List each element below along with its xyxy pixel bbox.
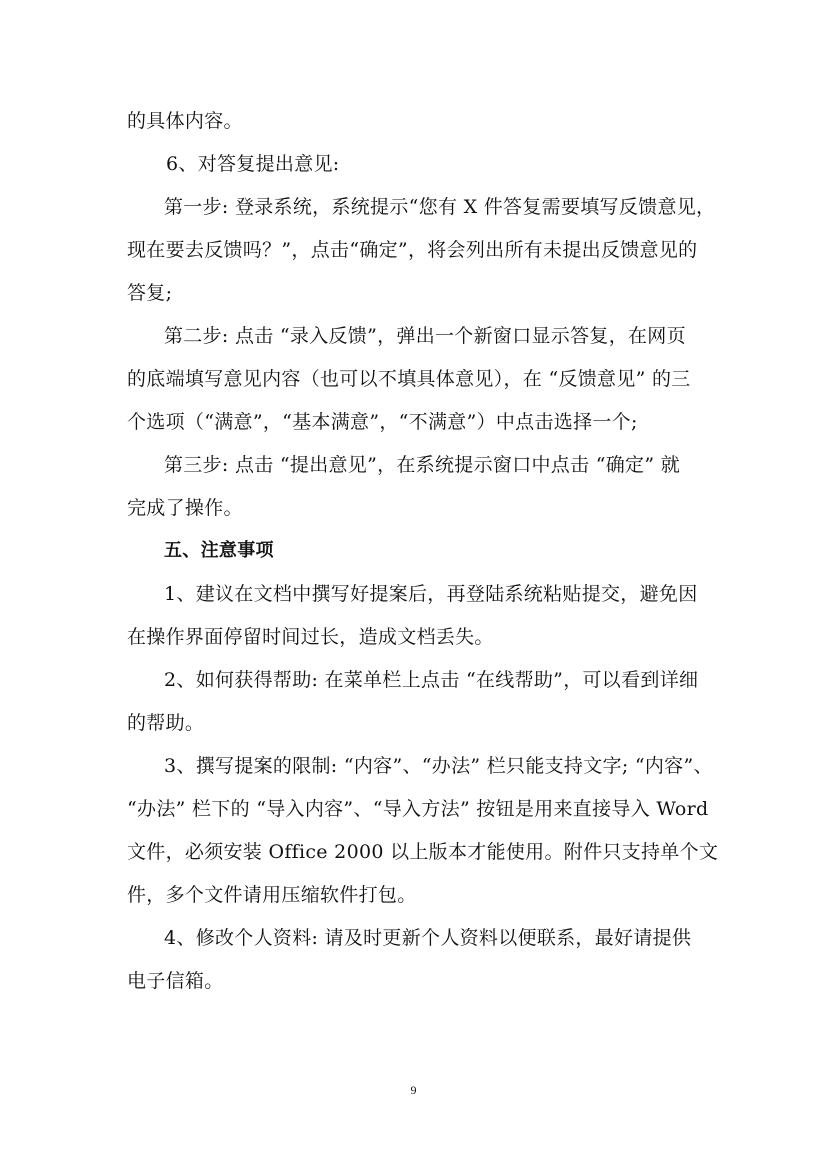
text-line: 完成了操作。: [127, 497, 243, 519]
section-heading: 五、注意事项: [164, 540, 274, 561]
text-line: 1、建议在文档中撰写好提案后，再登陆系统粘贴提交，避免因: [164, 583, 698, 605]
text-line: 件，多个文件请用压缩软件打包。: [127, 884, 417, 906]
text-line: 的帮助。: [127, 712, 205, 734]
text-line: 答复;: [127, 282, 173, 304]
text-line: “办法” 栏下的 “导入内容”、“导入方法” 按钮是用来直接导入 Word: [127, 798, 709, 820]
text-line: 的具体内容。: [127, 110, 243, 132]
page-number: 9: [410, 1083, 417, 1097]
text-line: 个选项（“满意”，“基本满意”，“不满意”）中点击选择一个;: [127, 411, 638, 433]
text-line: 第一步: 登录系统，系统提示“您有 X 件答复需要填写反馈意见，: [164, 196, 716, 218]
text-line: 第三步: 点击 “提出意见”，在系统提示窗口中点击 “确定” 就: [164, 454, 681, 476]
text-line: 电子信箱。: [127, 970, 224, 992]
text-line: 在操作界面停留时间过长，造成文档丢失。: [127, 626, 494, 648]
text-line: 4、修改个人资料: 请及时更新个人资料以便联系，最好请提供: [164, 927, 692, 949]
text-line: 2、如何获得帮助: 在菜单栏上点击 “在线帮助”，可以看到详细: [164, 669, 699, 691]
section-item-heading: 6、对答复提出意见:: [166, 153, 340, 175]
text-line: 的底端填写意见内容（也可以不填具体意见），在 “反馈意见” 的三: [127, 368, 691, 390]
text-line: 现在要去反馈吗？”，点击“确定”，将会列出所有未提出反馈意见的: [127, 239, 698, 261]
text-line: 文件，必须安装 Office 2000 以上版本才能使用。附件只支持单个文: [127, 841, 719, 863]
text-line: 3、撰写提案的限制: “内容”、“办法” 栏只能支持文字; “内容”、: [164, 755, 713, 777]
text-line: 第二步: 点击 “录入反馈”，弹出一个新窗口显示答复，在网页: [164, 325, 686, 347]
